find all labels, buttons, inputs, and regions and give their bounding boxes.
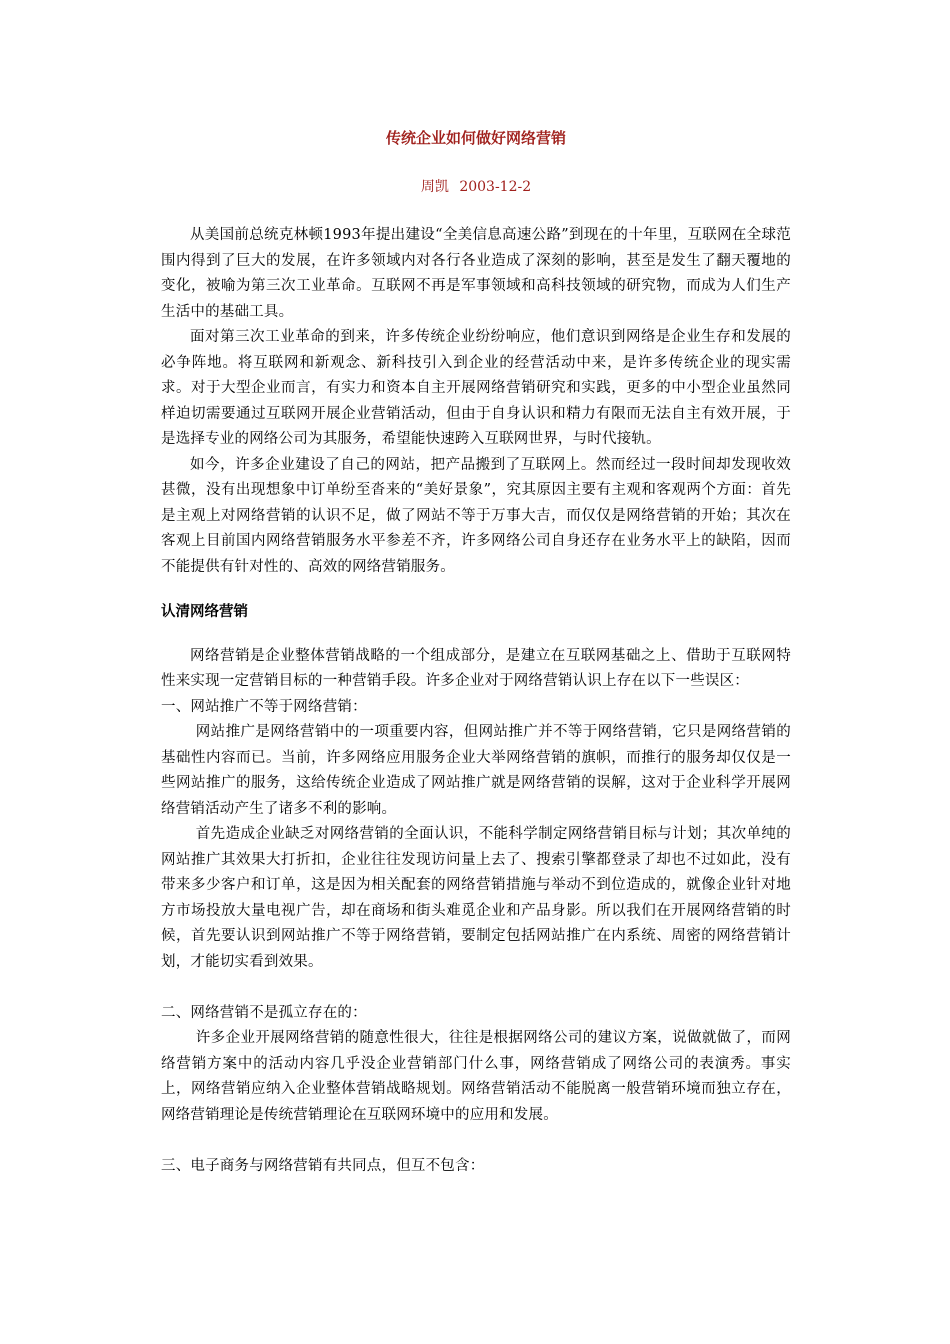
section-heading: 认清网络营销 bbox=[161, 603, 248, 620]
paragraph-gap bbox=[161, 975, 791, 1001]
point-2-paragraph-1: 许多企业开展网络营销的随意性很大，往往是根据网络公司的建议方案，说做就做了，而网络营销方案中的活动内容几乎没企业营销部门什么事，网络营销成了网络公司的表演秀。事实上，网络营销应纳入企业整体营销战略规划。网络营销活动不能脱离一般营销环境而独立存在，网络营销理论是传统营销理论在互联网环境中的应用和发展。 bbox=[161, 1030, 791, 1123]
paragraph-gap bbox=[161, 1128, 791, 1154]
author-name: 周凯 bbox=[420, 179, 449, 195]
publish-date: 2003-12-2 bbox=[459, 179, 532, 195]
point-1-title: 一、网站推广不等于网络营销： bbox=[161, 698, 367, 715]
section-intro-paragraph: 网络营销是企业整体营销战略的一个组成部分，是建立在互联网基础之上、借助于互联网特性来实现一定营销目标的一种营销手段。许多企业对于网络营销认识上存在以下一些误区： bbox=[161, 647, 791, 689]
point-3-title: 三、电子商务与网络营销有共同点，但互不包含： bbox=[161, 1157, 485, 1174]
document-title: 传统企业如何做好网络营销 bbox=[385, 129, 566, 147]
point-1-paragraph-2: 首先造成企业缺乏对网络营销的全面认识，不能科学制定网络营销目标与计划；其次单纯的网站推广其效果大打折扣，企业往往发现访问量上去了、搜索引擎都登录了却也不过如此，没有带来多少客户和订单，这是因为相关配套的网络营销措施与举动不到位造成的，就像企业针对地方市场投放大量电视广告，却在商场和街头难觅企业和产品身影。所以我们在开展网络营销的时候，首先要认识到网站推广不等于网络营销，要制定包括网站推广在内系统、周密的网络营销计划，才能切实看到效果。 bbox=[161, 826, 791, 970]
article-body bbox=[161, 223, 791, 1179]
intro-paragraph-3: 如今，许多企业建设了自己的网站，把产品搬到了互联网上。然而经过一段时间却发现收效甚微，没有出现想象中订单纷至沓来的“美好景象”，究其原因主要有主观和客观两个方面：首先是主观上对网络营销的认识不足，做了网站不等于万事大吉，而仅仅是网络营销的开始；其次在客观上目前国内网络营销服务水平参差不齐，许多网络公司自身还存在业务水平上的缺陷，因而不能提供有针对性的、高效的网络营销服务。 bbox=[161, 456, 791, 575]
point-1-paragraph-1: 网站推广是网络营销中的一项重要内容，但网站推广并不等于网络营销，它只是网络营销的基础性内容而已。当前，许多网络应用服务企业大举网络营销的旗帜，而推行的服务却仅仅是一些网站推广的服务，这给传统企业造成了网站推广就是网络营销的误解，这对于企业科学开展网络营销活动产生了诸多不利的影响。 bbox=[161, 724, 791, 817]
intro-paragraph-1: 从美国前总统克林顿1993年提出建设“全美信息高速公路”到现在的十年里，互联网在全球范围内得到了巨大的发展，在许多领域内对各行各业造成了深刻的影响，甚至是发生了翻天覆地的变化，被喻为第三次工业革命。互联网不再是军事领域和高科技领域的研究物，而成为人们生产生活中的基础工具。 bbox=[161, 227, 791, 320]
byline bbox=[161, 176, 791, 198]
point-2-title: 二、网络营销不是孤立存在的： bbox=[161, 1004, 367, 1021]
intro-paragraph-2: 面对第三次工业革命的到来，许多传统企业纷纷响应，他们意识到网络是企业生存和发展的必争阵地。将互联网和新观念、新科技引入到企业的经营活动中来，是许多传统企业的现实需求。对于大型企业而言，有实力和资本自主开展网络营销研究和实践，更多的中小型企业虽然同样迫切需要通过互联网开展企业营销活动，但由于自身认识和精力有限而无法自主有效开展，于是选择专业的网络公司为其服务，希望能快速跨入互联网世界，与时代接轨。 bbox=[161, 329, 791, 447]
